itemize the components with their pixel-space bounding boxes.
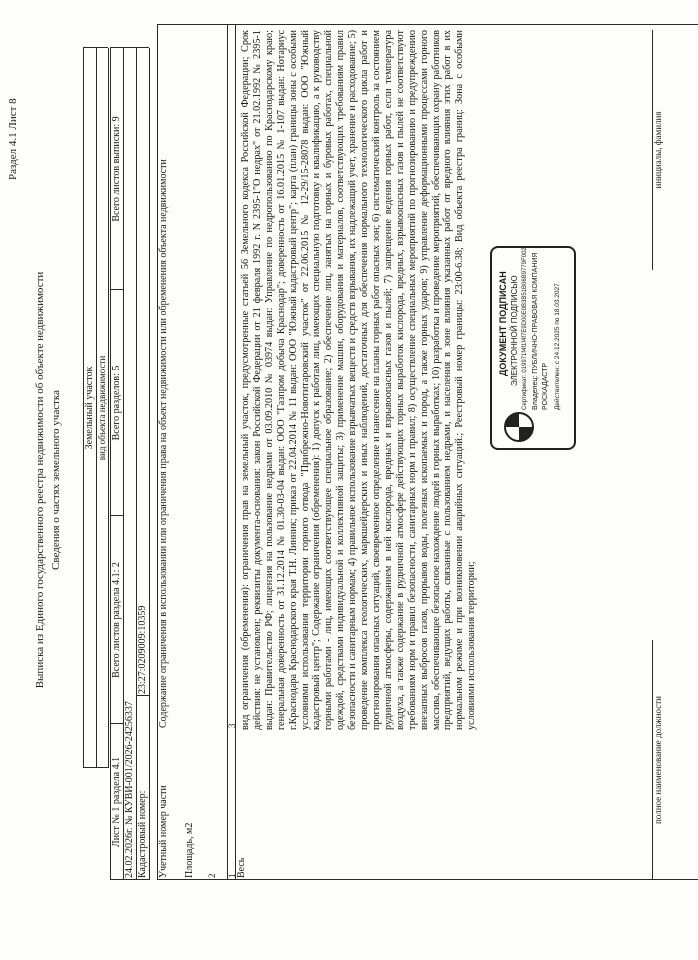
sheets-in-section: Всего листов раздела 4.1: 2 <box>111 562 122 678</box>
document-subtitle: Сведения о частях земельного участка <box>50 390 62 570</box>
stamp-line-5: РОСКАДАСТР <box>542 362 549 410</box>
document-title: Выписка из Единого государственного реестра недвижимости об объекте недвижимости <box>34 271 46 689</box>
signature-caption: инициалы, фамилия <box>653 111 663 189</box>
cadastral-number: 23:27:0209009:10359 <box>137 605 148 694</box>
object-type-caption: вид объекта недвижимости <box>97 355 107 461</box>
row-area-value: Весь <box>236 857 247 878</box>
extract-date-number: 24.02.2026г. № КУВИ-001/2026-24256337 <box>124 701 135 878</box>
column-header-part-number: Учетный номер части <box>158 785 169 878</box>
sheet-number: Лист № 1 раздела 4.1 <box>111 756 122 848</box>
position-caption: полное наименование должности <box>653 696 663 824</box>
stamp-line-1: ДОКУМЕНТ ПОДПИСАН <box>498 271 508 376</box>
roskadastr-logo-icon <box>504 412 534 442</box>
column-header-area: Площадь, м2 <box>184 822 195 878</box>
column-number-2: 2 <box>207 873 217 878</box>
section-sheet-label: Раздел 4.1 Лист 8 <box>7 98 19 180</box>
stamp-line-4: Владелец: ПУБЛИЧНО-ПРАВОВАЯ КОМПАНИЯ <box>532 252 539 410</box>
sheets-total: Всего листов выписки: 9 <box>111 116 122 222</box>
stamp-line-6: Действителен: с 24.12.2025 по 18.03.2027 <box>554 283 561 410</box>
sections-total: Всего разделов: 5 <box>111 365 122 441</box>
column-header-content: Содержание ограничения в использовании или ограничения права на объект недвижимости или обременения объекта недвижимости <box>158 159 169 728</box>
stamp-line-2: ЭЛЕКТРОННОЙ ПОДПИСЬЮ <box>510 275 519 386</box>
cadastral-label: Кадастровый номер: <box>137 790 148 878</box>
column-number-3: 3 <box>227 723 237 728</box>
stamp-line-3: Сертификат: 019971f4f1f4f7E9D00E0B3B51B06B9779F002 <box>522 247 528 410</box>
object-type: Земельный участок <box>84 366 95 450</box>
restriction-content: вид ограничения (обременения): ограничения прав на земельный участок, предусмотренные статьей 56 Земельного кодекса Российской Федерации; Срок действия: не установлен; реквизиты документа-основания: закон Российской Федерации от 21 февраля 1992 г. N 2395-1"О недрах" от 21.02.1992 № 2395-1 выдан: Правительство РФ; лицензия на пользование недрами от 03.09.2010 № 03974 выдан: Управление по недропользованию по Краснодарскому краю; генеральная доверенность от 31.12.2014 № 01.30-03-04 выдан: ООО "Газпром добыча Краснодар"; доверенность от 16.01.2015 № 1-107 выдан: Нотариус г.Краснодара Краснодарского края Т.Н. Линник; приказ от 22.04.2014 № 11 выдан: ООО "Южный кадастровый центр"; карта (план) границы зоны с особыми условиями использования территории горного отвода "Прибрежно-Новотитаровский участок" от 22.06.2015 № 12-29/15-28078 выдан: ООО "Южный кадастровый центр"; Содержание ограничения (обременения): 1) допуск к работам лиц, имеющих специальную подготовку и квалификацию, а к руководству горными работами - лиц, имеющих соответствующее специальное образование; 2) обеспечение лиц, занятых на горных и буровых работах, специальной одеждой, средствами индивидуальной и коллективной защиты; 3) применение машин, оборудования и материалов, соответствующих требованиям правил безопасности и санитарным нормам; 4) правильное использование взрывчатых веществ и средств взрывания, их надлежащий учет, хранение и расходование; 5) проведение комплекса геологических, маркшейдерских и иных наблюдений, достаточных для обеспечения нормального технологического цикла работ и прогнозирования опасных ситуаций, своевременное определение и нанесение на планы горных работ опасных зон; 6) систематический контроль за состоянием рудничной атмосферы, содержанием в ней кислорода, вредных и взрывоопасных газов и пылей; 7) запрещение ведения горных работ, если температура воздуха, а также содержание в рудничной атмосфере действующих горных выработок кислорода, вредных, взрывоопасных газов и пылей не соответствуют требованиям норм и правил безопасности, санитарных норм и правил; 8) осуществление специальных мероприятий по прогнозированию и предупреждению внезапных выбросов газов, прорывов воды, полезных ископаемых и пород, а также горных ударов; 9) управление деформационными процессами горного массива, обеспечивающее безопасное нахождение людей в горных выработках; 10) разработка и проведение мероприятий, обеспечивающих охрану работников предприятий, ведущих работы, связанные с пользованием недрами, и населения в зоне влияния указанных работ от вредного влияния этих работ в их нормальном режиме и при возникновении аварийных ситуаций.; Реестровый номер границы: 23:00-6.38; Вид объекта реестра границ: Зона с особыми условиями использования территории; <box>240 30 478 730</box>
column-number-1: 1 <box>227 873 237 878</box>
electronic-signature-stamp <box>490 246 576 450</box>
